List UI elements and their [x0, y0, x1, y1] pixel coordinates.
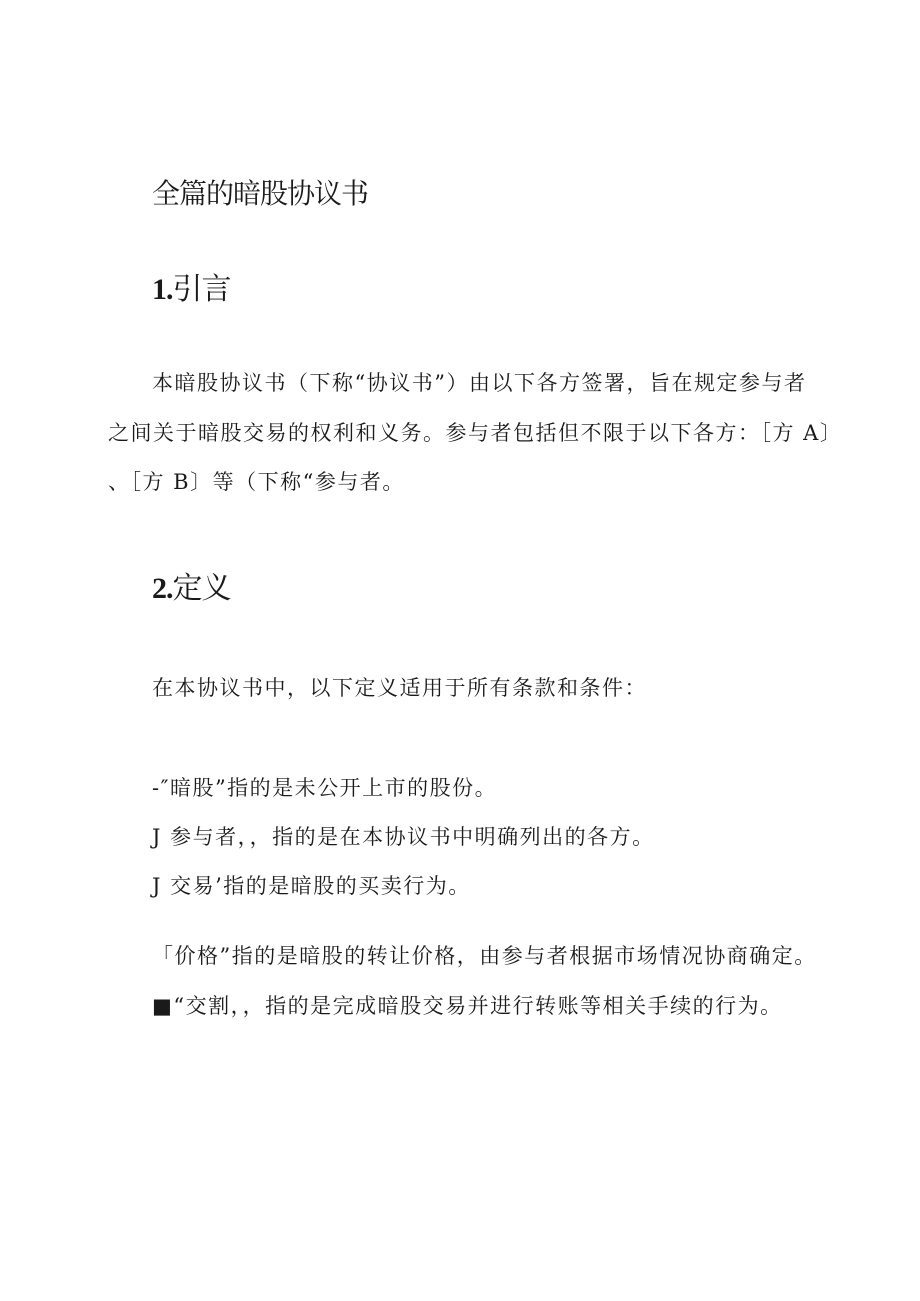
definition-item: J 交易’指的是暗股的买卖行为。	[152, 874, 471, 898]
definition-item: ■“交割，，指的是完成暗股交易并进行转账等相关手续的行为。	[152, 994, 783, 1018]
document-title: 全篇的暗股协议书	[152, 177, 369, 210]
section-1-number: 1.	[152, 273, 173, 306]
section-1-paragraph-line-2: 之间关于暗股交易的权利和义务。参与者包括但不限于以下各方：［方 A〕	[108, 421, 843, 445]
section-1-heading	[152, 272, 231, 307]
section-1-title: 引言	[172, 272, 231, 307]
section-2-intro: 在本协议书中，以下定义适用于所有条款和条件：	[152, 676, 647, 700]
section-2-heading	[152, 571, 231, 606]
definition-item: -″暗股”指的是未公开上市的股份。	[152, 776, 498, 800]
section-1-paragraph-line-3: 、［方 B〕等（下称“参与者。	[108, 470, 405, 494]
section-1-paragraph-line-1: 本暗股协议书（下称“协议书”）由以下各方签署，旨在规定参与者	[152, 371, 807, 395]
section-2-title: 定义	[172, 571, 231, 606]
definition-item: 「价格”指的是暗股的转让价格，由参与者根据市场情况协商确定。	[152, 944, 817, 968]
section-2-number: 2.	[152, 572, 173, 605]
definition-item: J 参与者，，指的是在本协议书中明确列出的各方。	[152, 825, 655, 849]
